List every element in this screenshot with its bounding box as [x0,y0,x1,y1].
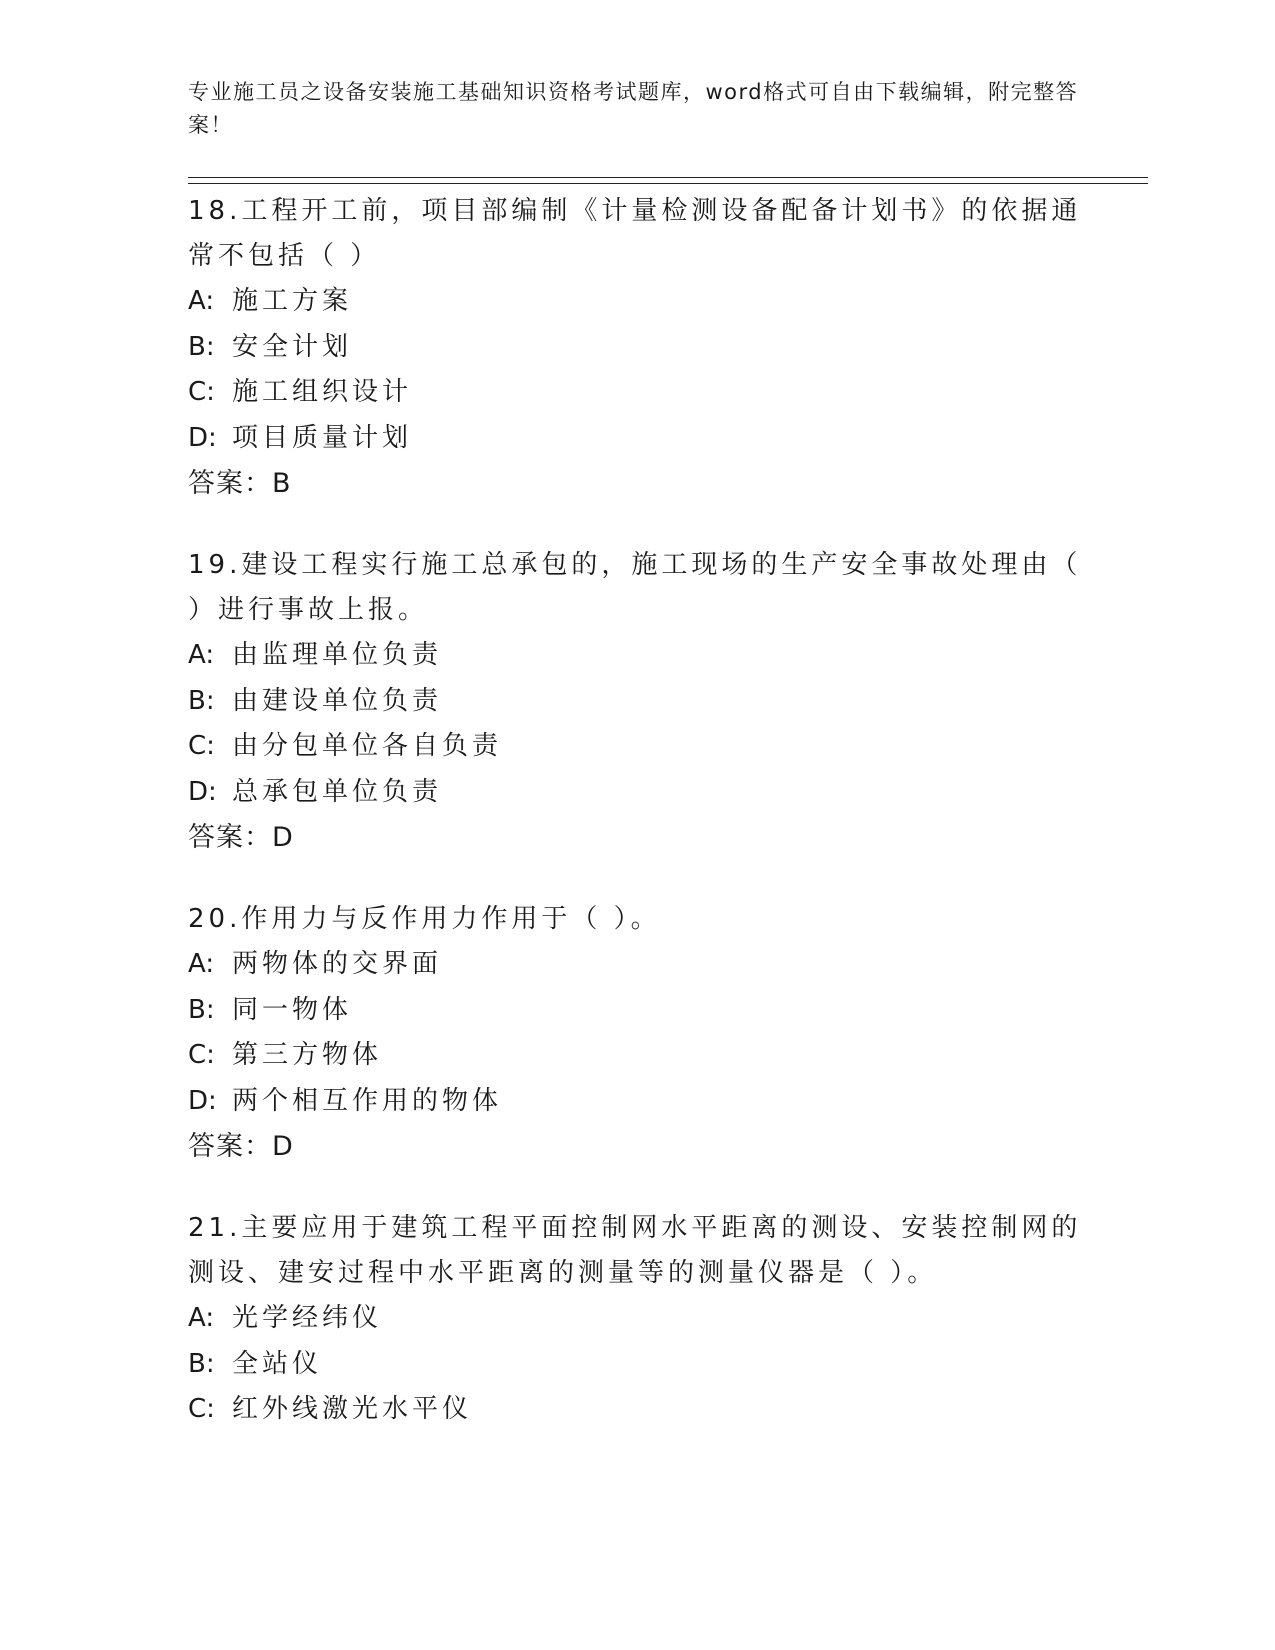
option-text: 红外线激光水平仪 [232,1394,473,1424]
document-header: 专业施工员之设备安装施工基础知识资格考试题库，word格式可自由下载编辑，附完整答案！ [188,80,1079,137]
option-a [188,1296,1088,1342]
question-18 [188,189,1088,506]
question-stem: 21.主要应用于建筑工程平面控制网水平距离的测设、安装控制网的测设、建安过程中水平距离的测量等的测量仪器是（ ）。 [188,1213,1082,1288]
option-text: 两个相互作用的物体 [232,1085,503,1116]
question-20 [188,897,1088,1169]
answer-line: 答案：B [188,468,292,499]
option-key: C: [188,1394,215,1424]
option-key: B: [188,1348,215,1379]
option-text: 总承包单位负责 [232,776,443,807]
option-text: 第三方物体 [232,1040,383,1070]
option-key: C: [188,377,215,407]
option-key: B: [188,331,215,362]
option-text: 施工方案 [232,286,353,316]
question-stem: 19.建设工程实行施工总承包的，施工现场的生产安全事故处理由（ ）进行事故上报。 [188,550,1082,625]
option-c [188,724,1088,770]
question-stem: 18.工程开工前，项目部编制《计量检测设备配备计划书》的依据通常不包括（ ） [188,196,1082,271]
option-b [188,1342,1088,1388]
question-stem: 20.作用力与反作用力作用于（ ）。 [188,904,661,934]
option-text: 由分包单位各自负责 [232,731,503,761]
option-key: A: [188,1303,215,1333]
header-divider-top [188,177,1148,178]
option-text: 安全计划 [232,331,353,362]
option-key: A: [188,949,215,979]
option-key: B: [188,685,215,716]
option-a [188,633,1088,679]
question-21 [188,1206,1088,1433]
option-text: 两物体的交界面 [232,949,443,979]
question-list [188,188,1088,1470]
option-key: A: [188,286,215,316]
option-a [188,279,1088,325]
option-key: C: [188,731,215,761]
option-text: 由监理单位负责 [232,640,443,670]
option-key: C: [188,1040,215,1070]
option-key: D: [188,776,217,807]
option-key: D: [188,1085,217,1116]
option-d [188,770,1088,816]
option-key: A: [188,640,215,670]
option-text: 光学经纬仪 [232,1303,383,1333]
header-divider-bottom [188,183,1148,184]
option-c [188,1033,1088,1079]
option-b [188,325,1088,371]
option-c [188,370,1088,416]
option-b [188,679,1088,725]
option-text: 由建设单位负责 [232,685,443,716]
option-d [188,1079,1088,1125]
option-c [188,1387,1088,1433]
option-key: B: [188,994,215,1025]
answer-line: 答案：D [188,822,294,853]
option-text: 全站仪 [232,1348,323,1379]
answer-line: 答案：D [188,1131,294,1162]
option-a [188,942,1088,988]
question-19 [188,543,1088,860]
option-key: D: [188,422,217,453]
option-text: 项目质量计划 [232,422,413,453]
option-b [188,988,1088,1034]
option-text: 同一物体 [232,994,353,1025]
option-text: 施工组织设计 [232,377,413,407]
option-d [188,416,1088,462]
